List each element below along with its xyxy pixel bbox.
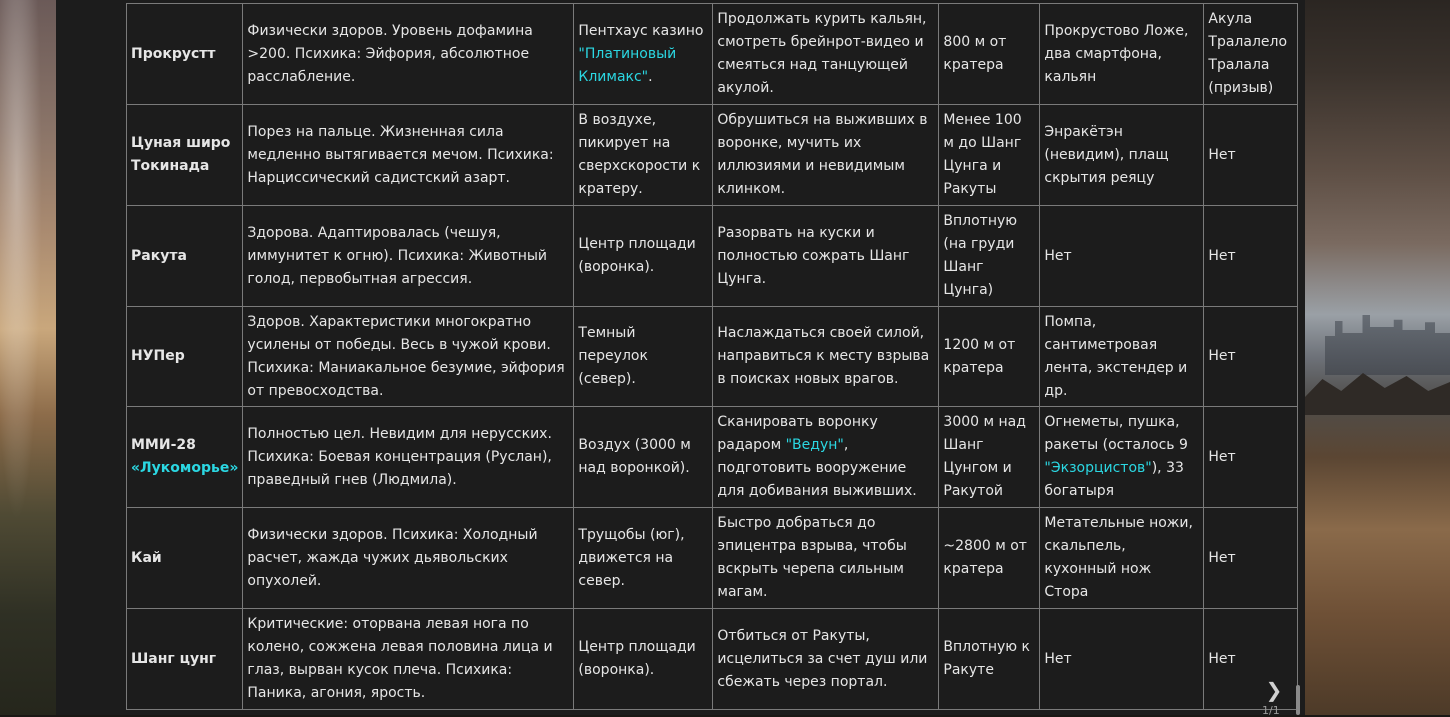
cell-text: Сканировать воронку радаром [717,414,878,453]
cell-state [243,206,574,307]
cell-text: Кай [131,549,162,566]
cell-summon [1204,206,1298,307]
status-table [126,3,1298,710]
cell-summon [1204,407,1298,508]
cell-distance [939,407,1040,508]
cell-text: Вплотную (на груди Шанг Цунга) [943,213,1018,298]
cell-text: Нет [1208,549,1236,566]
cell-location [574,105,713,206]
cell-name [127,307,243,407]
cell-goal [713,508,939,609]
cell-text: Ракута [131,247,187,264]
cell-text: Цуная широ Токинада [131,135,231,174]
cell-text: Здоров. Характеристики многократно усилены от победы. Весь в чужой крови. Психика: Маниакальное безумие, эйфория от превосходства. [247,313,565,399]
cell-state [243,508,574,609]
cell-text: Метательные ножи, скальпель, кухонный нож Стора [1044,515,1193,600]
cell-text: Нет [1208,348,1236,364]
cell-equipment [1040,407,1204,508]
cell-equipment [1040,307,1204,407]
cell-location [574,4,713,105]
cell-name [127,407,243,508]
cell-distance [939,105,1040,206]
cell-summon [1204,4,1298,105]
cell-summon [1204,307,1298,407]
cell-text: Физически здоров. Психика: Холодный расчет, жажда чужих дьявольских опухолей. [247,526,538,589]
cell-goal [713,206,939,307]
cell-goal [713,407,939,508]
cell-goal [713,105,939,206]
cell-location [574,407,713,508]
table-row [127,407,1298,508]
cell-text: Нет [1044,247,1072,264]
cell-distance [939,508,1040,609]
table-body [127,4,1298,710]
cell-text: Физически здоров. Уровень дофамина >200. Психика: Эйфория, абсолютное расслабление. [247,22,533,85]
table-row [127,105,1298,206]
cell-state [243,407,574,508]
cell-equipment [1040,206,1204,307]
cell-text: Нет [1044,650,1072,667]
cell-distance [939,4,1040,105]
cell-text: Шанг цунг [131,650,217,667]
cell-text: Нет [1208,448,1236,465]
cell-equipment [1040,508,1204,609]
cell-text: 800 м от кратера [943,34,1007,73]
table-row [127,307,1298,407]
table-row [127,4,1298,105]
highlight-text: «Лукоморье» [131,460,239,476]
cell-text: Наслаждаться своей силой, направиться к месту взрыва в поисках новых врагов. [717,325,930,387]
cell-text: НУПер [131,348,185,364]
cell-text: Обрушиться на выживших в воронке, мучить их иллюзиями и невидимым клинком. [717,112,928,197]
chevron-right-icon[interactable]: ❯ [1265,678,1283,702]
highlight-text: "Экзорцистов" [1044,460,1152,476]
cell-text: Здорова. Адаптировалась (чешуя, иммунитет к огню). Психика: Животный голод, первобытная агрессия. [247,224,548,287]
cell-text: Критические: оторвана левая нога по колено, сожжена левая половина лица и глаз, вырван кусок плеча. Психика: Паника, агония, ярость. [247,616,553,701]
background-right [1305,0,1450,715]
cell-location [574,609,713,710]
cell-goal [713,4,939,105]
table-row [127,508,1298,609]
cell-text: Разорвать на куски и полностью сожрать Шанг Цунга. [717,224,910,287]
cell-text: Порез на пальце. Жизненная сила медленно вытягивается мечом. Психика: Нарциссический садистский азарт. [247,123,554,186]
cell-text: Продолжать курить кальян, смотреть брейнрот-видео и смеяться над танцующей акулой. [717,11,927,96]
cell-text: Вплотную к Ракуте [943,639,1030,678]
highlight-text: "Ведун" [785,437,844,453]
cell-text: Трущобы (юг), движется на север. [578,526,685,589]
cell-text: Воздух (3000 м над воронкой). [578,437,691,476]
cell-text: Центр площади (воронка). [578,236,696,275]
cell-text: Пентхаус казино [578,22,704,39]
cell-location [574,307,713,407]
cell-text: Нет [1208,146,1236,163]
cell-text: Нет [1208,247,1236,264]
cell-text: В воздухе, пикирует на сверхскорости к кратеру. [578,112,701,197]
cell-location [574,508,713,609]
cell-text: , подготовить вооружение для добивания выживших. [717,437,917,499]
cell-text: Центр площади (воронка). [578,639,696,678]
cell-state [243,4,574,105]
cell-distance [939,206,1040,307]
cell-equipment [1040,105,1204,206]
cell-equipment [1040,609,1204,710]
cell-text: Нет [1208,650,1236,667]
cell-name [127,4,243,105]
cell-text: Энракётэн (невидим), плащ скрытия реяцу [1044,123,1169,186]
cell-equipment [1040,4,1204,105]
cell-distance [939,609,1040,710]
cell-text: Полностью цел. Невидим для нерусских. Психика: Боевая концентрация (Руслан), праведный гнев (Людмила). [247,425,552,488]
table-row [127,609,1298,710]
cell-text: ММИ-28 [131,437,196,453]
cell-text: Огнеметы, пушка, ракеты (осталось 9 [1044,414,1188,453]
background-left [0,0,56,715]
cell-goal [713,609,939,710]
cell-text: ), 33 богатыря [1044,460,1184,499]
cell-distance [939,307,1040,407]
cell-text: . [648,68,653,85]
cell-text: Менее 100 м до Шанг Цунга и Ракуты [943,112,1022,197]
cell-text: ~2800 м от кратера [943,538,1027,577]
cell-name [127,105,243,206]
page-counter: 1/1 [1262,704,1280,717]
cell-text: Отбиться от Ракуты, исцелиться за счет душ или сбежать через портал. [717,627,928,690]
highlight-text: "Платиновый Климакс" [578,45,677,85]
cell-text: Темный переулок (север). [578,325,648,387]
cell-text: Акула Тралалело Тралала (призыв) [1208,11,1288,96]
cell-location [574,206,713,307]
cell-goal [713,307,939,407]
cell-state [243,105,574,206]
cell-text: Прокрустово Ложе, два смартфона, кальян [1044,22,1189,85]
cell-state [243,609,574,710]
cell-text: 3000 м над Шанг Цунгом и Ракутой [943,414,1026,499]
cell-state [243,307,574,407]
cell-summon [1204,105,1298,206]
cell-text: Быстро добраться до эпицентра взрыва, чтобы вскрыть черепа сильным магам. [717,515,907,600]
cell-name [127,508,243,609]
cell-text: Помпа, сантиметровая лента, экстендер и др. [1044,313,1188,399]
table-row [127,206,1298,307]
cell-text: 1200 м от кратера [943,336,1016,376]
cell-name [127,609,243,710]
scrollbar-thumb[interactable] [1296,685,1300,715]
cell-name [127,206,243,307]
cell-summon [1204,508,1298,609]
cell-text: Прокрустт [131,45,216,62]
background-ruins [1325,315,1450,375]
